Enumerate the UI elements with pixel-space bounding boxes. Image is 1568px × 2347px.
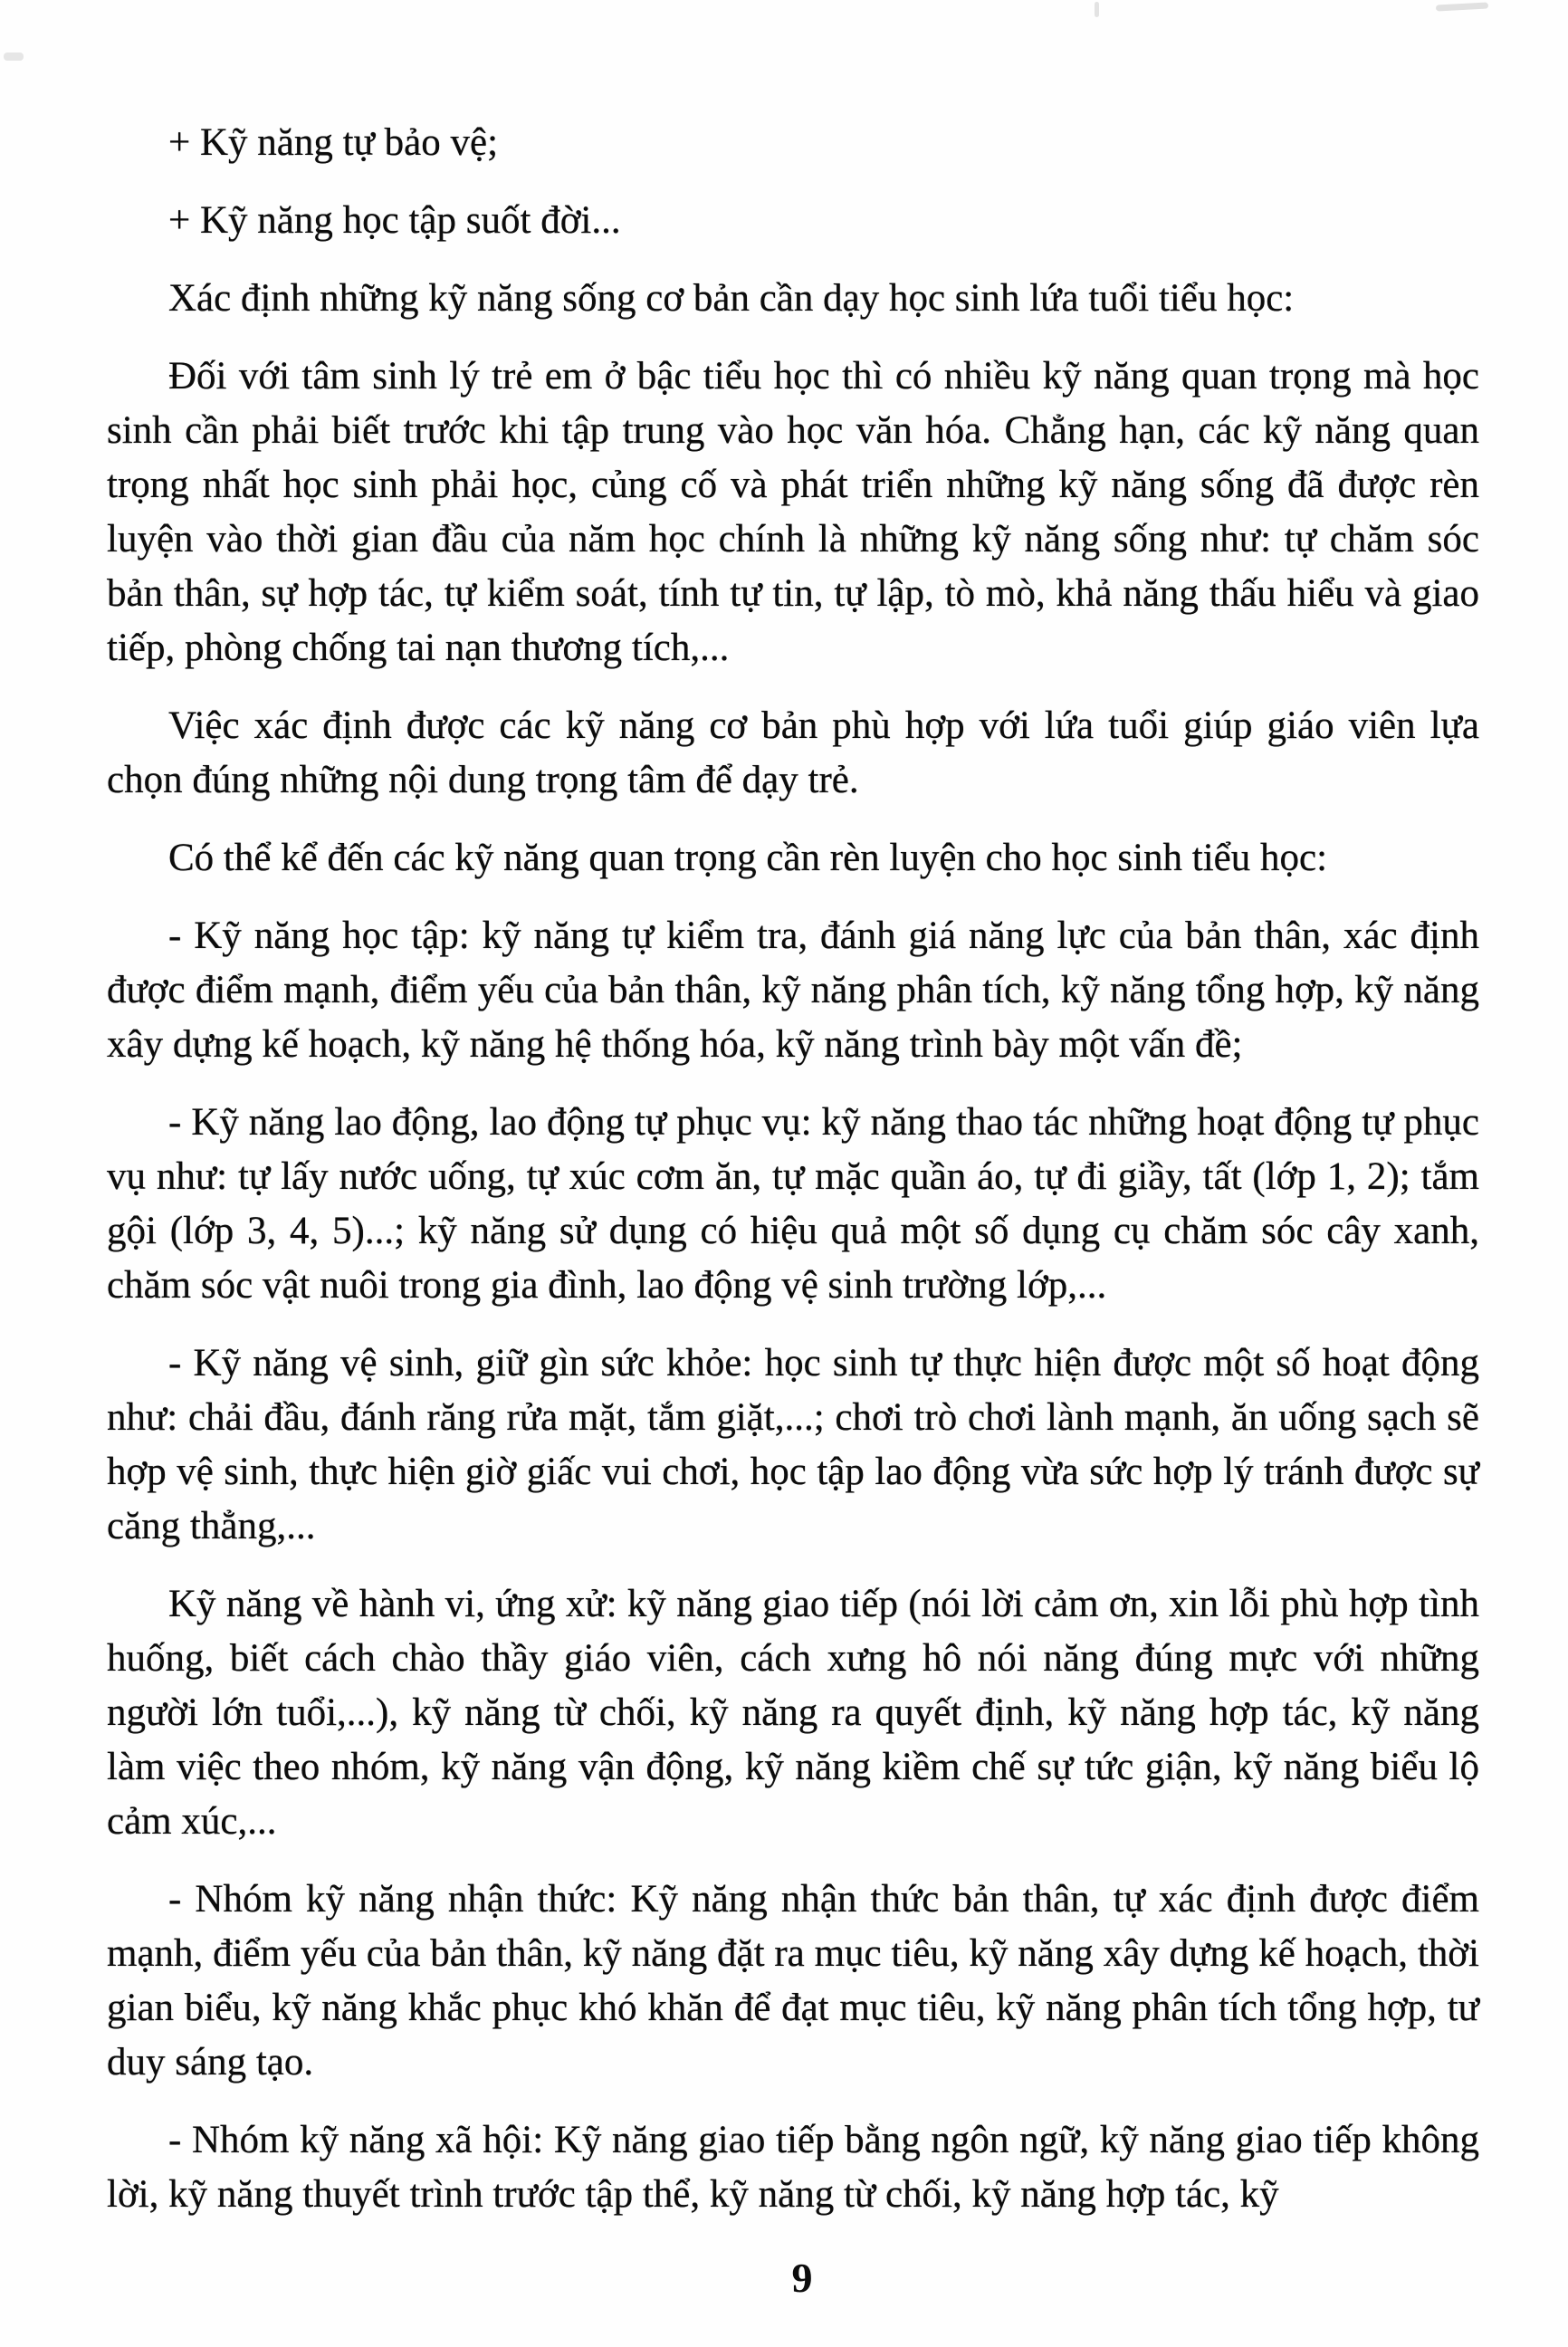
scan-artifact [1436,2,1488,11]
scan-artifact [4,53,24,61]
scan-artifact [1095,2,1099,17]
paragraph-1: + Kỹ năng tự bảo vệ; [168,121,499,164]
page-content [107,116,1479,2246]
paragraph-9: - Kỹ năng vệ sinh, giữ gìn sức khỏe: học sinh tự thực hiện được một số hoạt động như: chải đầu, đánh răng rửa mặt, tắm giặt,...; chơi trò chơi lành mạnh, ăn uống sạch sẽ hợp vệ sinh, thực hiện giờ giấc vui chơi, học tập lao động vừa sức hợp lý tránh được sự căng thẳng,... [107,1342,1479,1547]
paragraph-5: Việc xác định được các kỹ năng cơ bản phù hợp với lứa tuổi giúp giáo viên lựa chọn đúng những nội dung trọng tâm để dạy trẻ. [107,704,1479,801]
paragraph-7: - Kỹ năng học tập: kỹ năng tự kiểm tra, đánh giá năng lực của bản thân, xác định được điểm mạnh, điểm yếu của bản thân, kỹ năng phân tích, kỹ năng tổng hợp, kỹ năng xây dựng kế hoạch, kỹ năng hệ thống hóa, kỹ năng trình bày một vấn đề; [107,915,1479,1066]
paragraph-4: Đối với tâm sinh lý trẻ em ở bậc tiểu học thì có nhiều kỹ năng quan trọng mà học sinh cần phải biết trước khi tập trung vào học văn hóa. Chẳng hạn, các kỹ năng quan trọng nhất học sinh phải học, củng cố và phát triển những kỹ năng sống đã được rèn luyện vào thời gian đầu của năm học chính là những kỹ năng sống như: tự chăm sóc bản thân, sự hợp tác, tự kiểm soát, tính tự tin, tự lập, tò mò, khả năng thấu hiểu và giao tiếp, phòng chống tai nạn thương tích,... [107,355,1479,669]
paragraph-6: Có thể kể đến các kỹ năng quan trọng cần rèn luyện cho học sinh tiểu học: [168,837,1328,879]
paragraph-11: - Nhóm kỹ năng nhận thức: Kỹ năng nhận thức bản thân, tự xác định được điểm mạnh, điểm yếu của bản thân, kỹ năng đặt ra mục tiêu, kỹ năng xây dựng kế hoạch, thời gian biểu, kỹ năng khắc phục khó khăn để đạt mục tiêu, kỹ năng phân tích tổng hợp, tư duy sáng tạo. [107,1878,1479,2084]
paragraph-3: Xác định những kỹ năng sống cơ bản cần dạy học sinh lứa tuổi tiểu học: [168,277,1295,320]
paragraph-2: + Kỹ năng học tập suốt đời... [168,199,621,242]
paragraph-8: - Kỹ năng lao động, lao động tự phục vụ: kỹ năng thao tác những hoạt động tự phục vụ như: tự lấy nước uống, tự xúc cơm ăn, tự mặc quần áo, tự đi giầy, tất (lớp 1, 2); tắm gội (lớp 3, 4, 5)...; kỹ năng sử dụng có hiệu quả một số dụng cụ chăm sóc cây xanh, chăm sóc vật nuôi trong gia đình, lao động vệ sinh trường lớp,... [107,1101,1479,1307]
paragraph-12: - Nhóm kỹ năng xã hội: Kỹ năng giao tiếp bằng ngôn ngữ, kỹ năng giao tiếp không lời, kỹ năng thuyết trình trước tập thể, kỹ năng từ chối, kỹ năng hợp tác, kỹ [107,2119,1479,2216]
paragraph-10: Kỹ năng về hành vi, ứng xử: kỹ năng giao tiếp (nói lời cảm ơn, xin lỗi phù hợp tình huống, biết cách chào thầy giáo viên, cách xưng hô nói năng đúng mực với những người lớn tuổi,...), kỹ năng từ chối, kỹ năng ra quyết định, kỹ năng hợp tác, kỹ năng làm việc theo nhóm, kỹ năng vận động, kỹ năng kiềm chế sự tức giận, kỹ năng biểu lộ cảm xúc,... [107,1583,1479,1843]
page-number: 9 [791,2255,813,2301]
